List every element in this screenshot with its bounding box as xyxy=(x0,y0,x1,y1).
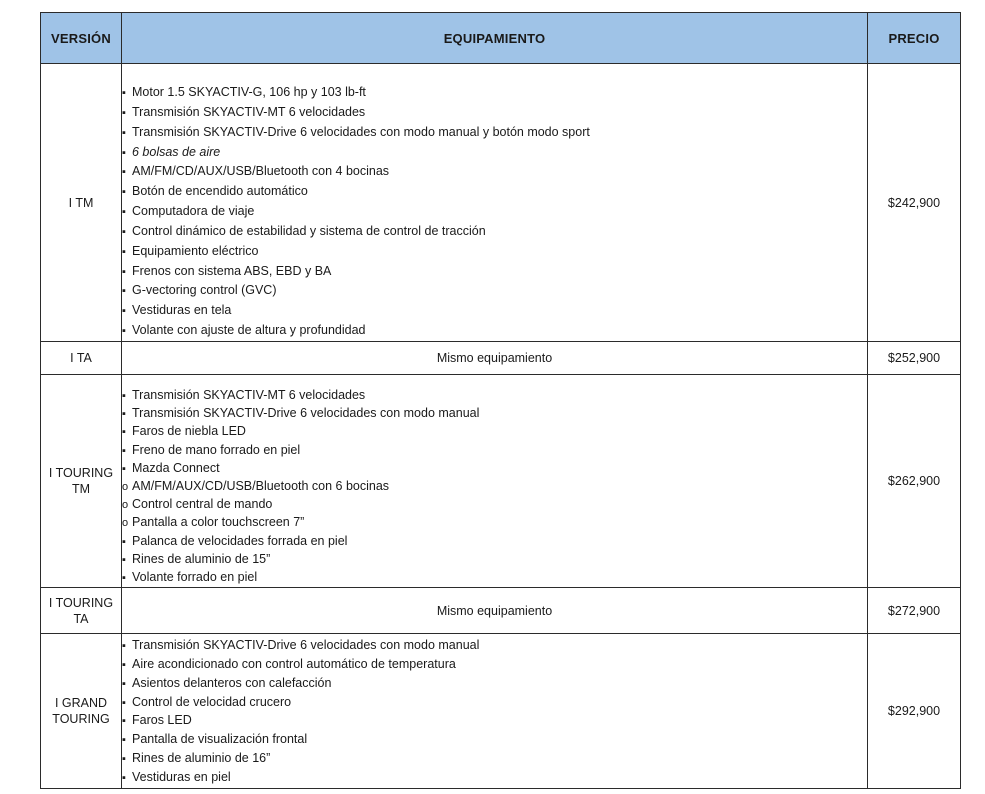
equipment-item-text: Mazda Connect xyxy=(132,460,220,475)
equipment-cell xyxy=(122,64,868,342)
equipment-item-text: G-vectoring control (GVC) xyxy=(132,283,277,298)
equipment-cell xyxy=(122,634,868,788)
equipment-item xyxy=(122,202,867,222)
equipment-item-text: Frenos con sistema ABS, EBD y BA xyxy=(132,263,332,278)
version-label: TA xyxy=(73,611,89,626)
same-equipment-text: Mismo equipamiento xyxy=(122,342,868,375)
equipment-item xyxy=(122,262,867,282)
price-cell: $242,900 xyxy=(868,64,961,342)
pricing-table xyxy=(40,12,961,789)
bullet-marker: ▪ xyxy=(122,771,126,784)
equipment-item-text: Transmisión SKYACTIV-Drive 6 velocidades con modo manual xyxy=(132,638,480,653)
version-label: I TOURING xyxy=(48,466,114,481)
equipment-item xyxy=(122,423,867,441)
bullet-marker: ▪ xyxy=(122,659,126,672)
equipment-item xyxy=(122,405,867,423)
equipment-item xyxy=(122,551,867,569)
equipment-item xyxy=(122,750,867,769)
equipment-item xyxy=(122,496,867,514)
equipment-item xyxy=(122,83,867,103)
bullet-marker: ▪ xyxy=(122,245,126,258)
bullet-marker: ▪ xyxy=(122,640,126,653)
equipment-item-text: Control dinámico de estabilidad y sistema de control de tracción xyxy=(132,223,486,238)
table-row-i-touring-tm xyxy=(41,375,961,588)
equipment-item-text: Freno de mano forrado en piel xyxy=(132,442,301,457)
table-row-i-touring-ta xyxy=(41,588,961,634)
bullet-marker: o xyxy=(122,481,129,494)
equipment-item xyxy=(122,321,867,341)
equipment-item xyxy=(122,442,867,460)
price-cell: $292,900 xyxy=(868,634,961,788)
equipment-item xyxy=(122,478,867,496)
equipment-item-text: Vestiduras en tela xyxy=(132,303,232,318)
same-equipment-text: Mismo equipamiento xyxy=(122,588,868,634)
equipment-item-text: Faros LED xyxy=(132,713,192,728)
version-label: I TOURING xyxy=(48,595,114,610)
version-cell xyxy=(41,64,122,342)
version-label: I TA xyxy=(70,351,92,365)
equipment-item xyxy=(122,281,867,301)
equipment-item xyxy=(122,182,867,202)
equipment-item xyxy=(122,675,867,694)
bullet-marker: ▪ xyxy=(122,87,126,99)
equipment-item-text: Equipamiento eléctrico xyxy=(132,243,259,258)
equipment-item xyxy=(122,301,867,321)
bullet-marker: o xyxy=(122,499,129,512)
version-label: TOURING xyxy=(52,711,110,726)
equipment-item-text: Faros de niebla LED xyxy=(132,424,246,439)
equipment-item xyxy=(122,143,867,163)
bullet-marker: ▪ xyxy=(122,426,126,439)
equipment-item-text: Pantalla de visualización frontal xyxy=(132,732,308,747)
bullet-marker: ▪ xyxy=(122,106,126,119)
equipment-item-text: Rines de aluminio de 15” xyxy=(132,551,271,566)
equipment-item xyxy=(122,769,867,788)
equipment-item-text: Rines de aluminio de 16” xyxy=(132,751,271,766)
equipment-item-text: Control de velocidad crucero xyxy=(132,694,292,709)
version-cell xyxy=(41,342,122,375)
equipment-item-text: Asientos delanteros con calefacción xyxy=(132,675,332,690)
equipment-item xyxy=(122,222,867,242)
equipment-item xyxy=(122,569,867,587)
version-label: TM xyxy=(71,482,91,497)
bullet-marker: ▪ xyxy=(122,444,126,457)
equipment-item-text: Transmisión SKYACTIV-MT 6 velocidades xyxy=(132,388,366,402)
equipment-item-text: Transmisión SKYACTIV-Drive 6 velocidades con modo manual xyxy=(132,406,480,421)
equipment-item xyxy=(122,637,867,656)
bullet-marker: ▪ xyxy=(122,146,126,159)
bullet-marker: o xyxy=(122,517,129,530)
equipment-item-text: 6 bolsas de aire xyxy=(132,144,221,159)
header-version: VERSIÓN xyxy=(41,13,122,64)
equipment-item-text: Vestiduras en piel xyxy=(132,769,231,784)
equipment-item-text: AM/FM/AUX/CD/USB/Bluetooth con 6 bocinas xyxy=(132,479,390,494)
equipment-item xyxy=(122,694,867,713)
bullet-marker: ▪ xyxy=(122,553,126,566)
equipment-list xyxy=(122,375,867,587)
table-row-i-tm xyxy=(41,64,961,342)
equipment-item xyxy=(122,533,867,551)
bullet-marker: ▪ xyxy=(122,734,126,747)
bullet-marker: ▪ xyxy=(122,265,126,278)
bullet-marker: ▪ xyxy=(122,325,126,338)
version-cell xyxy=(41,588,122,634)
equipment-item xyxy=(122,514,867,532)
version-label: I GRAND xyxy=(54,695,108,710)
equipment-item-text: Control central de mando xyxy=(132,497,273,512)
equipment-item-text: Volante con ajuste de altura y profundidad xyxy=(132,323,366,338)
bullet-marker: ▪ xyxy=(122,696,126,709)
equipment-item-text: Aire acondicionado con control automático de temperatura xyxy=(132,657,456,672)
version-label: I TM xyxy=(68,195,94,210)
price-cell: $252,900 xyxy=(868,342,961,375)
equipment-item-text: Motor 1.5 SKYACTIV-G, 106 hp y 103 lb-ft xyxy=(132,85,366,99)
bullet-marker: ▪ xyxy=(122,186,126,199)
equipment-item-text: Volante forrado en piel xyxy=(132,570,258,585)
table-row-i-ta xyxy=(41,342,961,375)
header-equipment: EQUIPAMIENTO xyxy=(122,13,868,64)
bullet-marker: ▪ xyxy=(122,206,126,219)
equipment-item xyxy=(122,460,867,478)
equipment-item xyxy=(122,103,867,123)
equipment-item-text: Computadora de viaje xyxy=(132,204,255,219)
equipment-item-text: Pantalla a color touchscreen 7” xyxy=(132,515,305,530)
equipment-cell xyxy=(122,375,868,588)
bullet-marker: ▪ xyxy=(122,677,126,690)
bullet-marker: ▪ xyxy=(122,753,126,766)
bullet-marker: ▪ xyxy=(122,572,126,585)
bullet-marker: ▪ xyxy=(122,535,126,548)
equipment-item xyxy=(122,242,867,262)
bullet-marker: ▪ xyxy=(122,285,126,298)
bullet-marker: ▪ xyxy=(122,305,126,318)
bullet-marker: ▪ xyxy=(122,166,126,179)
bullet-marker: ▪ xyxy=(122,126,126,139)
equipment-item xyxy=(122,123,867,143)
equipment-item-text: Transmisión SKYACTIV-Drive 6 velocidades con modo manual y botón modo sport xyxy=(132,124,590,139)
bullet-marker: ▪ xyxy=(122,390,126,402)
equipment-item-text: Palanca de velocidades forrada en piel xyxy=(132,533,348,548)
header-price: PRECIO xyxy=(868,13,961,64)
version-cell xyxy=(41,375,122,588)
equipment-item-text: Botón de encendido automático xyxy=(132,184,308,199)
equipment-item xyxy=(122,656,867,675)
price-cell: $262,900 xyxy=(868,375,961,588)
equipment-item-text: Transmisión SKYACTIV-MT 6 velocidades xyxy=(132,104,366,119)
equipment-item xyxy=(122,162,867,182)
header-row xyxy=(41,13,961,64)
bullet-marker: ▪ xyxy=(122,462,126,475)
equipment-item xyxy=(122,712,867,731)
version-cell xyxy=(41,634,122,788)
table-row-i-grand-touring xyxy=(41,634,961,788)
equipment-list xyxy=(122,64,867,341)
bullet-marker: ▪ xyxy=(122,225,126,238)
bullet-marker: ▪ xyxy=(122,715,126,728)
bullet-marker: ▪ xyxy=(122,408,126,421)
equipment-item-text: AM/FM/CD/AUX/USB/Bluetooth con 4 bocinas xyxy=(132,164,390,179)
equipment-item xyxy=(122,731,867,750)
equipment-item xyxy=(122,387,867,405)
equipment-list xyxy=(122,634,867,787)
price-cell: $272,900 xyxy=(868,588,961,634)
